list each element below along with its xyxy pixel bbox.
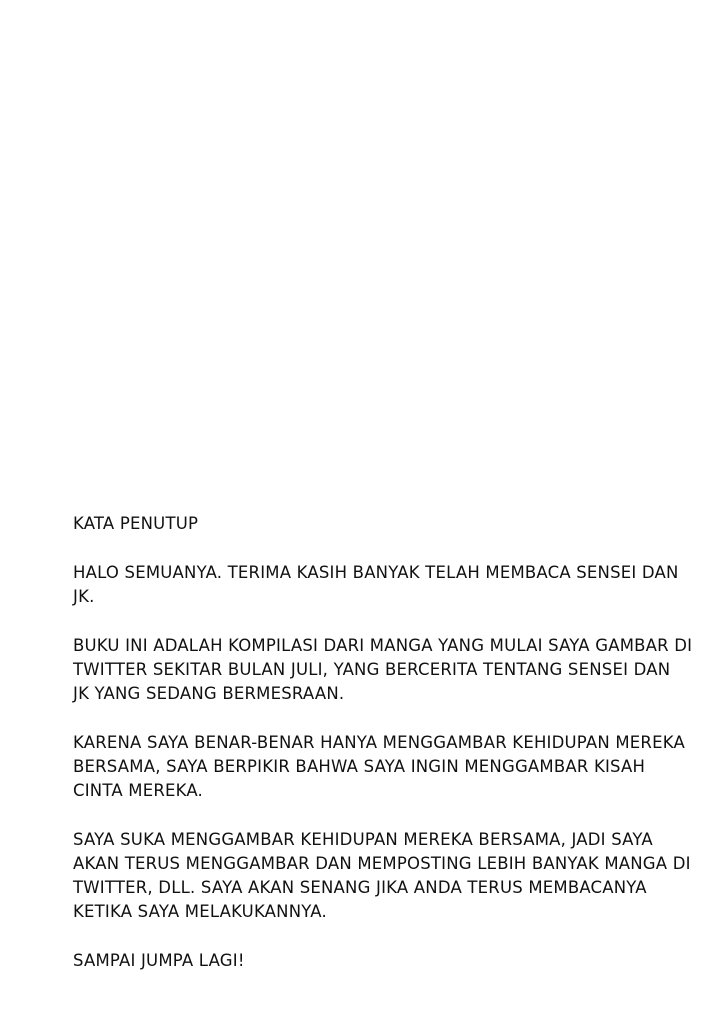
afterword-text-block <box>73 512 693 998</box>
text-line: SAYA SUKA MENGGAMBAR KEHIDUPAN MEREKA BERSAMA, JADI SAYA <box>73 830 653 849</box>
text-line: TWITTER, DLL. SAYA AKAN SENANG JIKA ANDA TERUS MEMBACANYA <box>73 878 647 897</box>
text-line: SAMPAI JUMPA LAGI! <box>73 951 245 970</box>
text-line: BUKU INI ADALAH KOMPILASI DARI MANGA YANG MULAI SAYA GAMBAR DI <box>73 636 693 655</box>
text-line: JK YANG SEDANG BERMESRAAN. <box>73 684 345 703</box>
afterword-paragraph <box>73 634 693 706</box>
text-line: BERSAMA, SAYA BERPIKIR BAHWA SAYA INGIN MENGGAMBAR KISAH <box>73 757 646 776</box>
afterword-closing <box>73 949 673 973</box>
text-line: TWITTER SEKITAR BULAN JULI, YANG BERCERITA TENTANG SENSEI DAN <box>73 660 671 679</box>
afterword-title: KATA PENUTUP <box>73 514 199 533</box>
afterword-paragraph <box>73 731 685 803</box>
text-line: CINTA MEREKA. <box>73 781 203 800</box>
text-line: KETIKA SAYA MELAKUKANNYA. <box>73 902 327 921</box>
text-line: HALO SEMUANYA. TERIMA KASIH BANYAK TELAH MEMBACA SENSEI DAN <box>73 563 679 582</box>
afterword-paragraph <box>73 828 691 924</box>
text-line: KARENA SAYA BENAR-BENAR HANYA MENGGAMBAR KEHIDUPAN MEREKA <box>73 733 685 752</box>
text-line: JK. <box>73 587 95 606</box>
afterword-paragraph <box>73 561 679 609</box>
text-line: AKAN TERUS MENGGAMBAR DAN MEMPOSTING LEBIH BANYAK MANGA DI <box>73 854 691 873</box>
